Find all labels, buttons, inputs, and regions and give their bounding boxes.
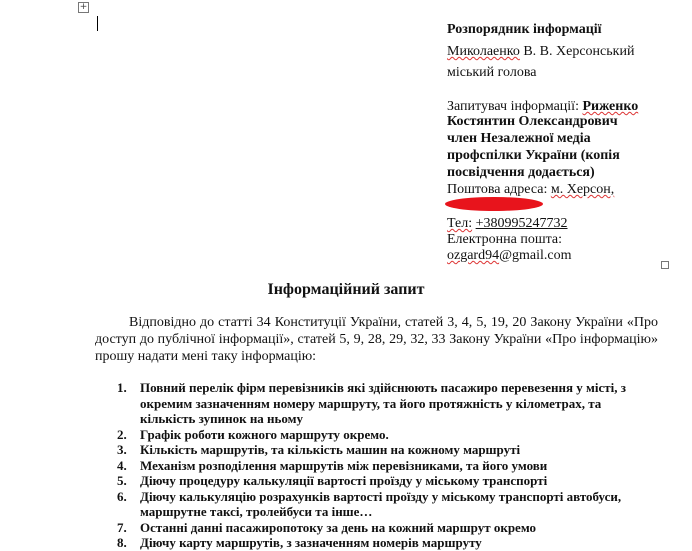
manager-label: Розпорядник інформації xyxy=(447,22,602,37)
postal-address: Поштова адреса: м. Херсон, xyxy=(447,182,615,197)
request-list xyxy=(95,380,655,551)
body-paragraph: Відповідно до статті 34 Конституції України, статей 3, 4, 5, 19, 20 Закону України «Про доступ до публічної інформації», статей 5, 9, 28, 29, 32, 33 Закону України «Про інформацію» прошу надати мені таку інформацію: xyxy=(95,315,658,364)
list-item: 3. Кількість маршрутів, та кількість машин на кожному маршруті xyxy=(117,442,521,457)
table-move-handle-icon[interactable]: + xyxy=(79,2,88,12)
document-title: Інформаційний запит xyxy=(267,281,425,298)
email-address: ozgard94@gmail.com xyxy=(447,248,572,263)
table-resize-handle-icon[interactable] xyxy=(661,261,669,269)
requester-line3: член Незалежної медіа xyxy=(447,131,591,146)
list-item: 8. Діючу карту маршрутів, з зазначенням номерів маршруту xyxy=(117,535,482,550)
list-item: 7. Останні данні пасажиропотоку за день на кожний маршрут окремо xyxy=(117,519,536,535)
list-item: 6. Діючу калькуляцію розрахунків вартості проїзду у міському транспорті автобуси, маршрутне таксі, тролейбуси та інше… xyxy=(117,488,622,519)
list-item: 2. Графік роботи кожного маршруту окремо. xyxy=(117,426,389,442)
redaction-mark xyxy=(445,197,543,211)
manager-name: Миколаенко В. В. Херсонський xyxy=(447,44,635,59)
manager-position: міський голова xyxy=(447,65,537,80)
list-item: 4. Механізм розподілення маршрутів між перевізниками, та його умови xyxy=(117,457,548,473)
text-cursor xyxy=(97,16,98,31)
requester-line4: профспілки України (копія xyxy=(447,148,620,163)
requester-line2: Костянтин Олександрович xyxy=(447,114,618,129)
phone-line: Тел: +380995247732 xyxy=(447,216,568,231)
requester-line5: посвідчення додається) xyxy=(447,165,595,180)
list-item: 1. Повний перелік фірм перевізників які здійснюють пасажиро перевезення у місті, з окремим зазначенням номеру маршруту, та його протяжність у кілометрах, та кількість зупинок на ньому xyxy=(117,380,627,426)
email-label: Електронна пошта: xyxy=(447,232,563,247)
requester-line1: Запитувач інформації: Риженко xyxy=(447,99,639,114)
list-item: 5. Діючу процедуру калькуляції вартості проїзду у міському транспорті xyxy=(117,473,548,488)
